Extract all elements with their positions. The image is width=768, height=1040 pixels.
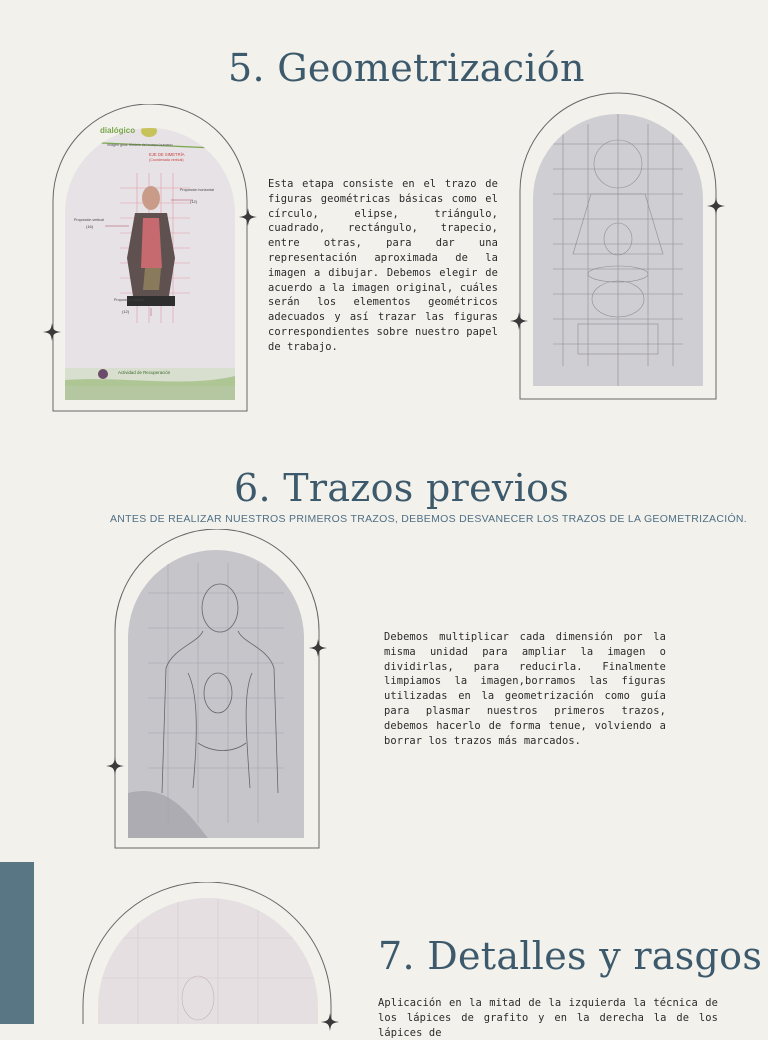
sparkle-icon <box>509 311 529 331</box>
section-7-body: Aplicación en la mitad de la izquierda la técnica de los lápices de grafito y en la derecha la de los lápices de <box>378 997 718 1039</box>
ref-card-bottom-value: (12) <box>122 309 130 314</box>
ref-card-vertical-label: Proporción vertical <box>74 218 104 222</box>
sparkle-icon <box>308 638 328 658</box>
details-drawing-arch <box>82 882 332 1024</box>
ref-card-footer: Actividad de Recuperación <box>118 370 171 375</box>
accent-sidebar-bar <box>0 862 34 1024</box>
sparkle-icon <box>42 322 62 342</box>
section-5-body: Esta etapa consiste en el trazo de figuras geométricas básicas como el círculo, elipse, triángulo, cuadrado, rectángulo, trapecio, entre otras, para dar una representación aproximada de la imagen a dibujar. Debemos elegir de acuerdo a la imagen original, cuáles serán los elementos geométricos adecuados y así trazar las figuras correspondientes sobre nuestro papel de trabajo. <box>268 178 498 353</box>
ref-card-bottom-label: Proporción vertical <box>114 298 144 302</box>
section-6-subtitle: ANTES DE REALIZAR NUESTROS PRIMEROS TRAZOS, DEBEMOS DESVANECER LOS TRAZOS DE LA GEOMETRIZACIÓN. <box>110 513 748 525</box>
reference-image-arch <box>52 104 248 412</box>
sparkle-icon <box>238 207 258 227</box>
geometrization-drawing-arch <box>519 92 717 400</box>
section-6-body: Debemos multiplicar cada dimensión por la misma unidad para ampliar la imagen o dividirlas, para reducirla. Finalmente limpiamos la imagen,borramos las figuras utilizadas en la geometrización como guía para plasmar nuestros primeros trazos, debemos hacerlo de forma tenue, volviendo a borrar los trazos más marcados. <box>384 631 666 747</box>
ref-card-horizontal-label: Proporción horizontal <box>180 188 214 192</box>
sparkle-icon <box>105 756 125 776</box>
section-6-title: 6. Trazos previos <box>234 466 570 510</box>
previous-strokes-drawing-arch <box>114 529 320 849</box>
sparkle-icon <box>320 1012 340 1032</box>
ref-card-eje-label: EJE DE SIMETRÍA <box>149 152 185 157</box>
section-7-title: 7. Detalles y rasgos <box>378 934 763 978</box>
ref-card-vertical-value: (16) <box>86 224 94 229</box>
ref-card-caption: Imagen guía: Modelo del cuerpo humano <box>107 143 173 147</box>
ref-card-horizontal-value: (12) <box>190 199 198 204</box>
section-5-title: 5. Geometrización <box>228 46 585 90</box>
sparkle-icon <box>706 196 726 216</box>
ref-card-eje-sub: (Coordenada vertical) <box>149 158 184 162</box>
ref-card-brand: dialógico <box>100 126 136 135</box>
